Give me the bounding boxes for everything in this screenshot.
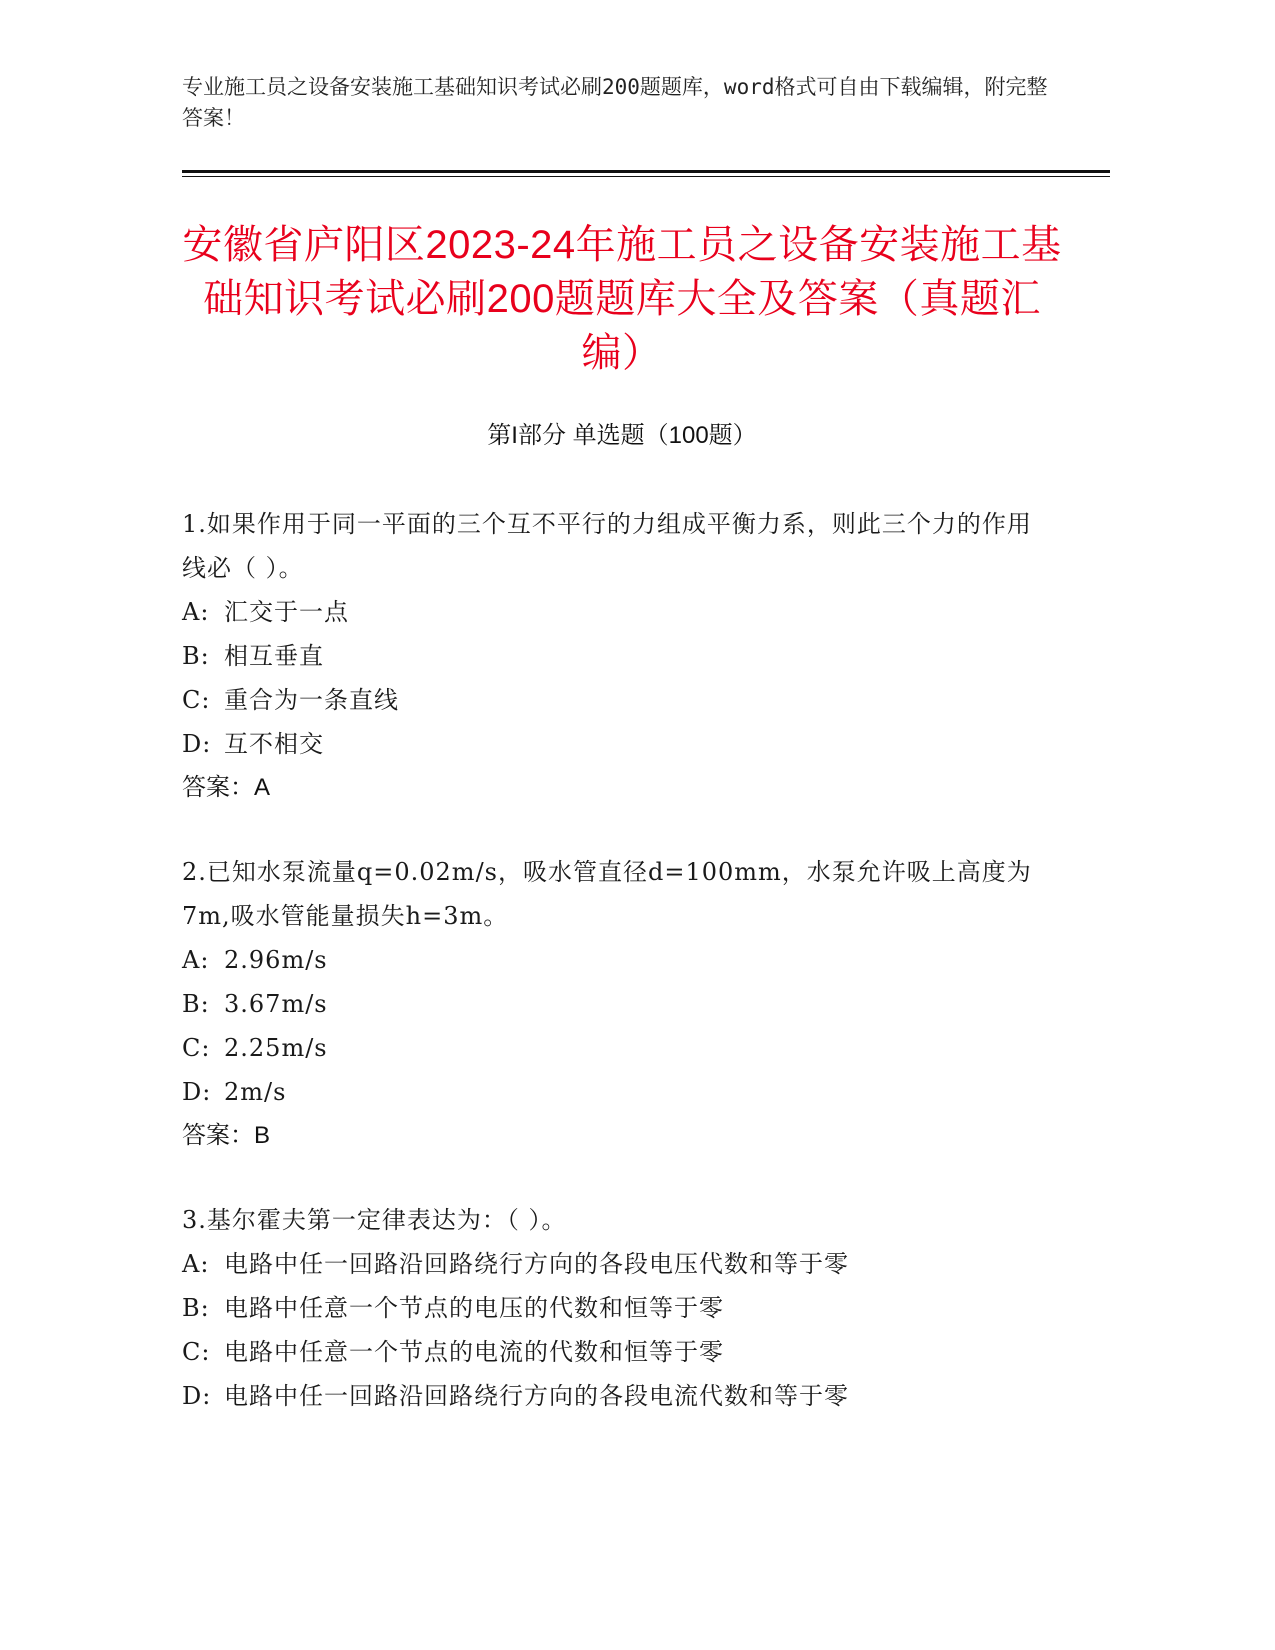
header-note: 专业施工员之设备安装施工基础知识考试必刷200题题库，word格式可自由下载编辑，附完整答案！: [182, 75, 1048, 130]
option-key: A:: [182, 1250, 210, 1278]
option-key: A:: [182, 946, 210, 974]
option-b: [182, 1286, 1052, 1330]
option-d: [182, 1374, 1052, 1418]
option-text: 电路中任一回路沿回路绕行方向的各段电压代数和等于零: [224, 1250, 849, 1278]
option-key: B:: [182, 1294, 210, 1322]
question-list: [182, 502, 1052, 1458]
question-stem: 2.已知水泵流量q=0.02m/s，吸水管直径d=100mm，水泵允许吸上高度为7m,吸水管能量损失h=3m。: [182, 858, 1032, 930]
option-a: [182, 1242, 1052, 1286]
option-c: [182, 678, 1052, 722]
option-a: [182, 590, 1052, 634]
option-text: 电路中任一回路沿回路绕行方向的各段电流代数和等于零: [224, 1382, 849, 1410]
option-c: [182, 1330, 1052, 1374]
option-text: 3.67m/s: [224, 990, 328, 1018]
option-key: D:: [182, 1382, 212, 1410]
option-text: 2m/s: [224, 1078, 287, 1106]
option-b: [182, 634, 1052, 678]
option-text: 电路中任意一个节点的电压的代数和恒等于零: [224, 1294, 724, 1322]
option-text: 互不相交: [224, 730, 324, 758]
option-d: [182, 1070, 1052, 1114]
option-key: C:: [182, 1338, 211, 1366]
question-stem: 3.基尔霍夫第一定律表达为：（ ）。: [182, 1206, 567, 1234]
option-a: [182, 938, 1052, 982]
option-key: C:: [182, 686, 211, 714]
option-key: B:: [182, 990, 210, 1018]
option-text: 电路中任意一个节点的电流的代数和恒等于零: [224, 1338, 724, 1366]
option-text: 汇交于一点: [224, 598, 349, 626]
option-text: 2.96m/s: [224, 946, 328, 974]
document-title: 安徽省庐阳区2023-24年施工员之设备安装施工基础知识考试必刷200题题库大全及答案（真题汇编）: [182, 223, 1062, 375]
question-1: [182, 502, 1052, 810]
question-3: [182, 1198, 1052, 1418]
question-stem: 1.如果作用于同一平面的三个互不平行的力组成平衡力系，则此三个力的作用线必（ ）。: [182, 510, 1032, 582]
header-divider-thick: [182, 170, 1110, 173]
option-key: D:: [182, 730, 212, 758]
option-d: [182, 722, 1052, 766]
option-b: [182, 982, 1052, 1026]
option-key: D:: [182, 1078, 212, 1106]
answer-line: 答案：A: [182, 774, 271, 801]
option-text: 重合为一条直线: [224, 686, 399, 714]
question-2: [182, 850, 1052, 1158]
option-key: C:: [182, 1034, 211, 1062]
option-key: A:: [182, 598, 210, 626]
header-divider-thin: [182, 176, 1110, 177]
option-c: [182, 1026, 1052, 1070]
option-text: 2.25m/s: [224, 1034, 328, 1062]
option-key: B:: [182, 642, 210, 670]
section-title: 第I部分 单选题（100题）: [487, 422, 757, 449]
answer-line: 答案：B: [182, 1122, 271, 1149]
option-text: 相互垂直: [224, 642, 324, 670]
